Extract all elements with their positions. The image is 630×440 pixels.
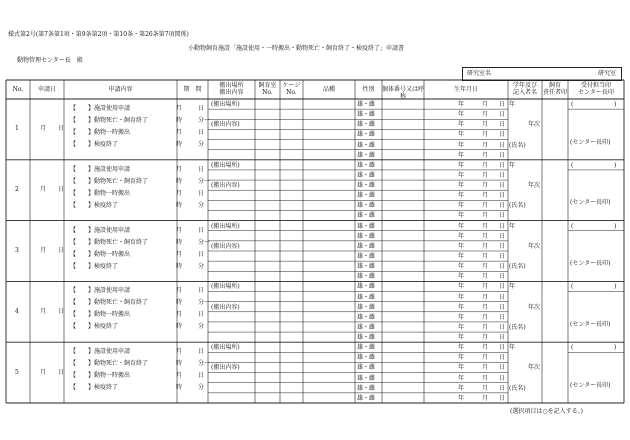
period-unit-b: 分〜 [198,177,211,185]
birth-year: 年 [458,334,465,342]
receiver-paren-close: ) [614,161,617,169]
sex-option: 雄・雌 [357,334,376,342]
birth-year: 年 [458,263,465,271]
request-bracket: 【 】 [70,105,95,112]
birth-month: 月 [482,263,489,271]
grade-label: 年次 [528,303,541,311]
birth-month: 月 [482,192,489,200]
birth-day: 日 [499,101,506,108]
receiver-paren-open: ( [571,283,574,291]
period-unit-a: 月 [176,348,183,356]
period-unit-b: 日 [198,165,205,173]
birth-day: 日 [499,384,506,392]
location-place-label: (搬出場所) [211,101,240,108]
header-sex: 性別 [362,86,375,93]
date-day: 日 [58,247,65,254]
period-unit-a: 時 [176,201,183,209]
birth-month: 月 [482,323,489,331]
grade-label: 年次 [528,121,541,129]
header-receiver: 受付担当印 センター長印 [578,82,614,96]
request-bracket: 【 】 [70,250,95,258]
sex-option: 雄・雌 [357,313,376,321]
center-seal-label: (センター長印) [570,320,611,328]
birth-day: 日 [499,202,506,210]
sex-option: 雄・雌 [357,394,376,402]
period-unit-b: 日 [198,226,205,234]
birth-day: 日 [499,293,506,301]
header-breeding-manager: 飼育 責任者印 [542,82,567,96]
period-unit-b: 分 [198,262,205,270]
footer-note: (選択項目は○を記入する。) [510,408,583,415]
birth-year: 年 [458,273,465,281]
birth-month: 月 [482,384,489,392]
birth-day: 日 [499,364,506,372]
location-content-label: (搬出内容) [211,242,240,250]
birth-day: 日 [499,151,506,159]
period-unit-a: 月 [176,165,183,173]
header-period: 期 間 [183,86,202,93]
birth-month: 月 [482,354,489,362]
birth-year: 年 [458,161,465,169]
receiver-paren-close: ) [614,283,617,291]
sex-option: 雄・雌 [357,242,376,250]
request-item-label: 動物死亡・飼育終了 [94,117,149,124]
birth-day: 日 [499,161,506,169]
request-bracket: 【 】 [70,384,95,392]
header-room: 飼育室 No. [258,82,277,96]
grade-label: 年次 [528,182,541,190]
birth-day: 日 [499,263,506,271]
header-location: 搬出場所 搬出内容 [219,82,244,96]
birth-day: 日 [499,212,506,220]
birth-month: 月 [482,253,489,260]
name-label: (氏名) [509,202,526,210]
period-unit-a: 月 [176,189,183,197]
header-cage: ケージ No. [282,82,301,96]
birth-day: 日 [499,374,506,382]
birth-month: 月 [482,374,489,382]
receiver-paren-open: ( [571,161,574,169]
receiver-paren-open: ( [571,101,574,108]
header-date: 申請日 [37,86,56,93]
request-bracket: 【 】 [70,311,95,319]
period-unit-b: 日 [198,311,205,319]
birth-day: 日 [499,273,506,281]
birth-day: 日 [499,334,506,342]
location-content-label: (搬出内容) [211,364,240,372]
birth-year: 年 [458,323,465,331]
period-unit-a: 時 [176,117,183,124]
request-item-label: 検疫終了 [94,141,119,148]
birth-year: 年 [458,242,465,250]
request-item-label: 施設使用申請 [94,165,131,173]
receiver-paren-close: ) [614,101,617,108]
form-title: 小動物飼育施設「施設使用・一時搬出・動物死亡・飼育終了・検疫終了」申請書 [188,45,405,52]
birth-month: 月 [482,293,489,301]
period-unit-b: 分〜 [198,299,211,307]
request-item-label: 動物一時搬出 [94,129,131,136]
entry-number: 3 [15,247,19,254]
date-day: 日 [58,186,65,194]
receiver-paren-open: ( [571,344,574,352]
period-unit-b: 日 [198,105,205,112]
request-item-label: 動物一時搬出 [94,189,131,197]
birth-month: 月 [482,161,489,169]
period-unit-b: 日 [198,348,205,356]
request-item-label: 動物一時搬出 [94,311,131,319]
birth-year: 年 [458,313,465,321]
request-bracket: 【 】 [70,189,95,197]
request-item-label: 検疫終了 [94,262,119,270]
period-unit-b: 分〜 [198,117,211,124]
lab-name-label: 研究室名 [467,70,492,77]
request-item-label: 動物一時搬出 [94,250,131,258]
birth-year: 年 [458,151,465,159]
birth-year: 年 [458,141,465,149]
date-day: 日 [58,307,65,315]
birth-day: 日 [499,313,506,321]
name-label: (氏名) [509,263,526,271]
period-unit-b: 分 [198,201,205,209]
period-unit-a: 月 [176,372,183,380]
birth-day: 日 [499,192,506,200]
request-bracket: 【 】 [70,226,95,234]
birth-year: 年 [458,202,465,210]
birth-month: 月 [482,232,489,240]
location-place-label: (搬出場所) [211,283,240,291]
header-species: 品種 [322,86,335,93]
birth-year: 年 [458,232,465,240]
birth-year: 年 [458,192,465,200]
period-unit-b: 分 [198,141,205,148]
center-seal-label: (センター長印) [570,381,611,389]
birth-year: 年 [458,354,465,362]
request-item-label: 検疫終了 [94,201,119,209]
period-unit-a: 時 [176,360,183,368]
birth-year: 年 [458,384,465,392]
sex-option: 雄・雌 [357,323,376,331]
period-unit-b: 日 [198,189,205,197]
grade-year-label: 年 [509,344,516,352]
grade-year-label: 年 [509,283,516,291]
sex-option: 雄・雌 [357,283,376,291]
request-bracket: 【 】 [70,129,95,136]
birth-month: 月 [482,273,489,281]
birth-month: 月 [482,222,489,230]
birth-month: 月 [482,111,489,119]
request-bracket: 【 】 [70,141,95,148]
date-month: 月 [40,186,47,194]
birth-day: 日 [499,394,506,402]
grade-year-label: 年 [509,222,516,230]
sex-option: 雄・雌 [357,263,376,271]
birth-year: 年 [458,364,465,372]
birth-day: 日 [499,121,506,129]
date-day: 日 [58,125,65,133]
request-item-label: 動物死亡・飼育終了 [94,299,149,307]
period-unit-a: 月 [176,250,183,258]
sex-option: 雄・雌 [357,111,376,119]
birth-month: 月 [482,283,489,291]
request-bracket: 【 】 [70,287,95,295]
period-unit-b: 日 [198,287,205,295]
request-item-label: 施設使用申請 [94,105,131,112]
sex-option: 雄・雌 [357,131,376,139]
sex-option: 雄・雌 [357,161,376,169]
birth-year: 年 [458,222,465,230]
birth-month: 月 [482,131,489,139]
birth-year: 年 [458,344,465,352]
grade-label: 年次 [528,242,541,250]
lab-name-suffix: 研究室 [598,70,617,77]
birth-year: 年 [458,131,465,139]
center-seal-label: (センター長印) [570,260,611,268]
request-bracket: 【 】 [70,262,95,270]
period-unit-a: 月 [176,311,183,319]
date-month: 月 [40,125,47,133]
center-seal-label: (センター長印) [570,138,611,146]
request-item-label: 動物死亡・飼育終了 [94,238,149,246]
entry-number: 4 [15,307,19,315]
date-day: 日 [58,368,65,376]
period-unit-a: 時 [176,177,183,185]
birth-day: 日 [499,283,506,291]
birth-day: 日 [499,242,506,250]
birth-year: 年 [458,212,465,220]
request-item-label: 動物死亡・飼育終了 [94,360,149,368]
sex-option: 雄・雌 [357,121,376,129]
birth-year: 年 [458,293,465,301]
birth-month: 月 [482,334,489,342]
period-unit-a: 時 [176,299,183,307]
birth-year: 年 [458,374,465,382]
period-unit-b: 分〜 [198,238,211,246]
request-bracket: 【 】 [70,165,95,173]
birth-year: 年 [458,111,465,119]
period-unit-a: 時 [176,384,183,392]
request-bracket: 【 】 [70,238,95,246]
request-item-label: 検疫終了 [94,384,119,392]
birth-year: 年 [458,303,465,311]
period-unit-b: 分 [198,323,205,331]
addressee: 動物管理センター長 殿 [17,57,83,64]
period-unit-a: 時 [176,262,183,270]
birth-month: 月 [482,202,489,210]
birth-day: 日 [499,344,506,352]
period-unit-b: 日 [198,250,205,258]
birth-year: 年 [458,121,465,129]
request-item-label: 施設使用申請 [94,287,131,295]
sex-option: 雄・雌 [357,374,376,382]
birth-day: 日 [499,354,506,362]
period-unit-a: 時 [176,141,183,148]
receiver-paren-close: ) [614,344,617,352]
birth-month: 月 [482,151,489,159]
period-unit-a: 月 [176,105,183,112]
sex-option: 雄・雌 [357,253,376,260]
birth-year: 年 [458,253,465,260]
sex-option: 雄・雌 [357,182,376,190]
period-unit-a: 月 [176,287,183,295]
receiver-paren-open: ( [571,222,574,230]
birth-month: 月 [482,394,489,402]
sex-option: 雄・雌 [357,364,376,372]
birth-day: 日 [499,303,506,311]
birth-year: 年 [458,101,465,108]
header-birth: 生年月日 [453,86,478,93]
name-label: (氏名) [509,323,526,331]
birth-day: 日 [499,222,506,230]
request-item-label: 施設使用申請 [94,226,131,234]
birth-month: 月 [482,101,489,108]
birth-day: 日 [499,111,506,119]
sex-option: 雄・雌 [357,232,376,240]
sex-option: 雄・雌 [357,171,376,179]
name-label: (氏名) [509,141,526,149]
birth-month: 月 [482,242,489,250]
sex-option: 雄・雌 [357,384,376,392]
entry-number: 2 [15,186,19,194]
date-month: 月 [40,247,47,254]
birth-month: 月 [482,313,489,321]
header-content: 申請内容 [108,86,133,93]
birth-year: 年 [458,182,465,190]
birth-month: 月 [482,364,489,372]
birth-day: 日 [499,131,506,139]
birth-month: 月 [482,171,489,179]
sex-option: 雄・雌 [357,222,376,230]
sex-option: 雄・雌 [357,344,376,352]
location-place-label: (搬出場所) [211,161,240,169]
request-bracket: 【 】 [70,348,95,356]
birth-day: 日 [499,171,506,179]
location-content-label: (搬出内容) [211,121,240,129]
birth-day: 日 [499,141,506,149]
period-unit-a: 月 [176,129,183,136]
request-bracket: 【 】 [70,323,95,331]
birth-month: 月 [482,141,489,149]
birth-month: 月 [482,212,489,220]
request-item-label: 動物一時搬出 [94,372,131,380]
grade-year-label: 年 [509,161,516,169]
grade-year-label: 年 [509,101,516,108]
birth-day: 日 [499,232,506,240]
period-unit-b: 日 [198,372,205,380]
header-no: No. [12,86,24,93]
birth-day: 日 [499,182,506,190]
request-bracket: 【 】 [70,117,95,124]
request-bracket: 【 】 [70,372,95,380]
request-bracket: 【 】 [70,360,95,368]
sex-option: 雄・雌 [357,101,376,108]
request-item-label: 施設使用申請 [94,348,131,356]
sex-option: 雄・雌 [357,273,376,281]
sex-option: 雄・雌 [357,141,376,149]
form-number: 様式第2号(第7条第1項・第9条第2項・第10条・第26条第7項関係) [8,31,189,38]
request-item-label: 検疫終了 [94,323,119,331]
birth-month: 月 [482,121,489,129]
period-unit-a: 月 [176,226,183,234]
header-individual: 個体番号又は呼称 [382,86,425,100]
period-unit-a: 時 [176,238,183,246]
center-seal-label: (センター長印) [570,199,611,207]
location-content-label: (搬出内容) [211,182,240,190]
period-unit-b: 分 [198,384,205,392]
location-place-label: (搬出場所) [211,344,240,352]
sex-option: 雄・雌 [357,293,376,301]
entry-number: 1 [15,125,19,133]
sex-option: 雄・雌 [357,212,376,220]
period-unit-b: 分〜 [198,360,211,368]
request-bracket: 【 】 [70,299,95,307]
entry-number: 5 [15,368,19,376]
grade-label: 年次 [528,364,541,372]
birth-month: 月 [482,344,489,352]
location-content-label: (搬出内容) [211,303,240,311]
sex-option: 雄・雌 [357,202,376,210]
birth-year: 年 [458,283,465,291]
date-month: 月 [40,368,47,376]
sex-option: 雄・雌 [357,192,376,200]
period-unit-a: 時 [176,323,183,331]
request-bracket: 【 】 [70,201,95,209]
request-bracket: 【 】 [70,177,95,185]
request-item-label: 動物死亡・飼育終了 [94,177,149,185]
birth-month: 月 [482,182,489,190]
birth-year: 年 [458,171,465,179]
period-unit-b: 日 [198,129,205,136]
sex-option: 雄・雌 [357,303,376,311]
sex-option: 雄・雌 [357,354,376,362]
header-grade: 学年及び 記入者名 [512,82,537,96]
sex-option: 雄・雌 [357,151,376,159]
receiver-paren-close: ) [614,222,617,230]
birth-day: 日 [499,253,506,260]
date-month: 月 [40,307,47,315]
birth-month: 月 [482,303,489,311]
name-label: (氏名) [509,384,526,392]
birth-year: 年 [458,394,465,402]
birth-day: 日 [499,323,506,331]
location-place-label: (搬出場所) [211,222,240,230]
